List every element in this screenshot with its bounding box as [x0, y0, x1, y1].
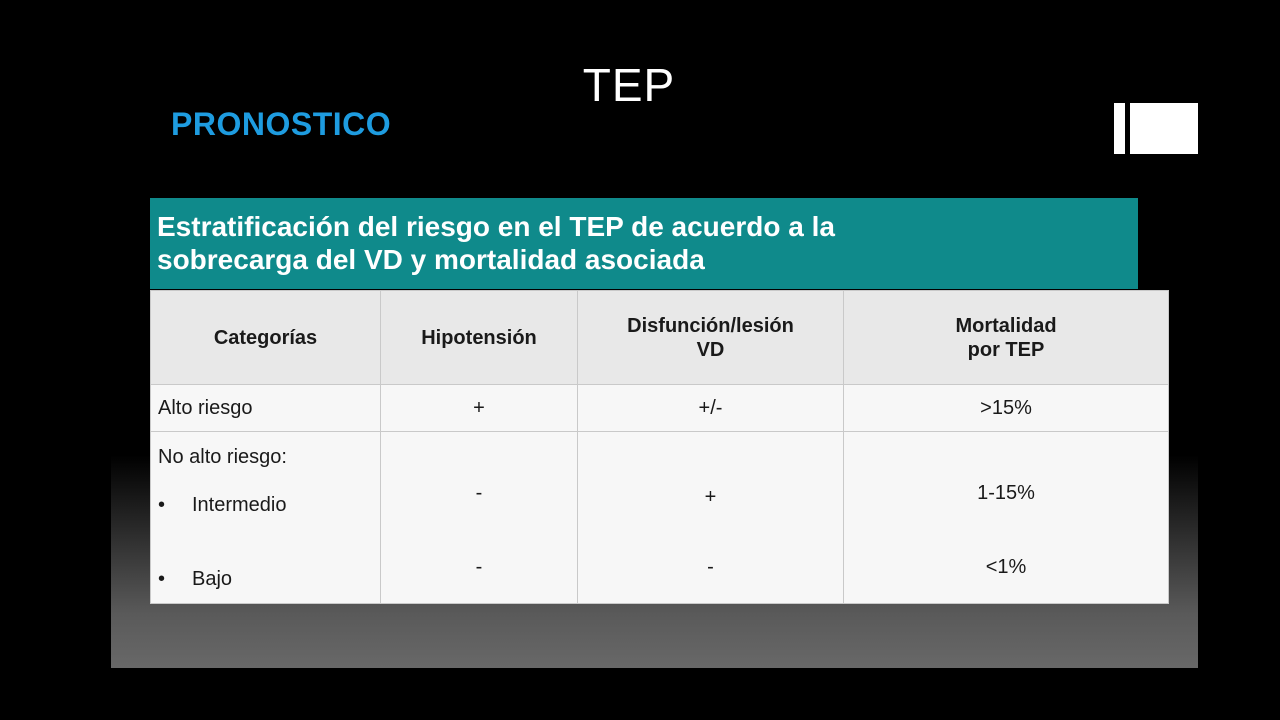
decorative-bar [1114, 103, 1125, 154]
label-bajo: Bajo [192, 568, 233, 590]
decorative-block [1130, 103, 1198, 154]
table-caption-line-1: Estratificación del riesgo en el TEP de acuerdo a la [157, 211, 835, 242]
header-disfuncion-line-1: Disfunción/lesión [627, 314, 794, 337]
noalto-title: No alto riesgo: [158, 446, 287, 468]
header-disfuncion [578, 291, 844, 385]
header-categorias: Categorías [151, 291, 381, 385]
cell-alto-mortalidad: >15% [844, 385, 1169, 432]
value-bajo-hipotension: - [475, 556, 483, 578]
header-mortalidad-line-2: por TEP [967, 338, 1045, 361]
value-intermedio-hipotension: - [475, 482, 483, 504]
table-row-alto-riesgo [151, 385, 1169, 432]
bullet-icon: • [158, 494, 166, 516]
value-intermedio-disfuncion: + [704, 486, 717, 508]
header-disfuncion-line-2: VD [696, 338, 725, 361]
cell-noalto-categoria [151, 432, 381, 604]
table-caption [150, 198, 1138, 289]
cell-noalto-hipotension [381, 432, 578, 604]
noalto-sub-intermedio [158, 494, 287, 517]
table-header-row [151, 291, 1169, 385]
risk-stratification-table [150, 290, 1169, 604]
cell-alto-hipotension: + [381, 385, 578, 432]
bullet-icon: • [158, 568, 166, 590]
section-label: PRONOSTICO [171, 106, 392, 142]
table-row-no-alto-riesgo [151, 432, 1169, 604]
noalto-sub-bajo [158, 568, 232, 591]
cell-noalto-disfuncion [578, 432, 844, 604]
header-mortalidad [844, 291, 1169, 385]
header-hipotension: Hipotensión [381, 291, 578, 385]
header-mortalidad-line-1: Mortalidad [955, 314, 1057, 337]
cell-noalto-mortalidad [844, 432, 1169, 604]
value-bajo-disfuncion: - [707, 556, 714, 578]
table-caption-line-2: sobrecarga del VD y mortalidad asociada [157, 244, 705, 275]
cell-alto-disfuncion: +/- [578, 385, 844, 432]
label-intermedio: Intermedio [192, 494, 287, 516]
slide-title: TEP [582, 59, 676, 111]
value-intermedio-mortalidad: 1-15% [977, 482, 1035, 504]
value-bajo-mortalidad: <1% [985, 556, 1027, 578]
cell-alto-categoria: Alto riesgo [151, 385, 381, 432]
